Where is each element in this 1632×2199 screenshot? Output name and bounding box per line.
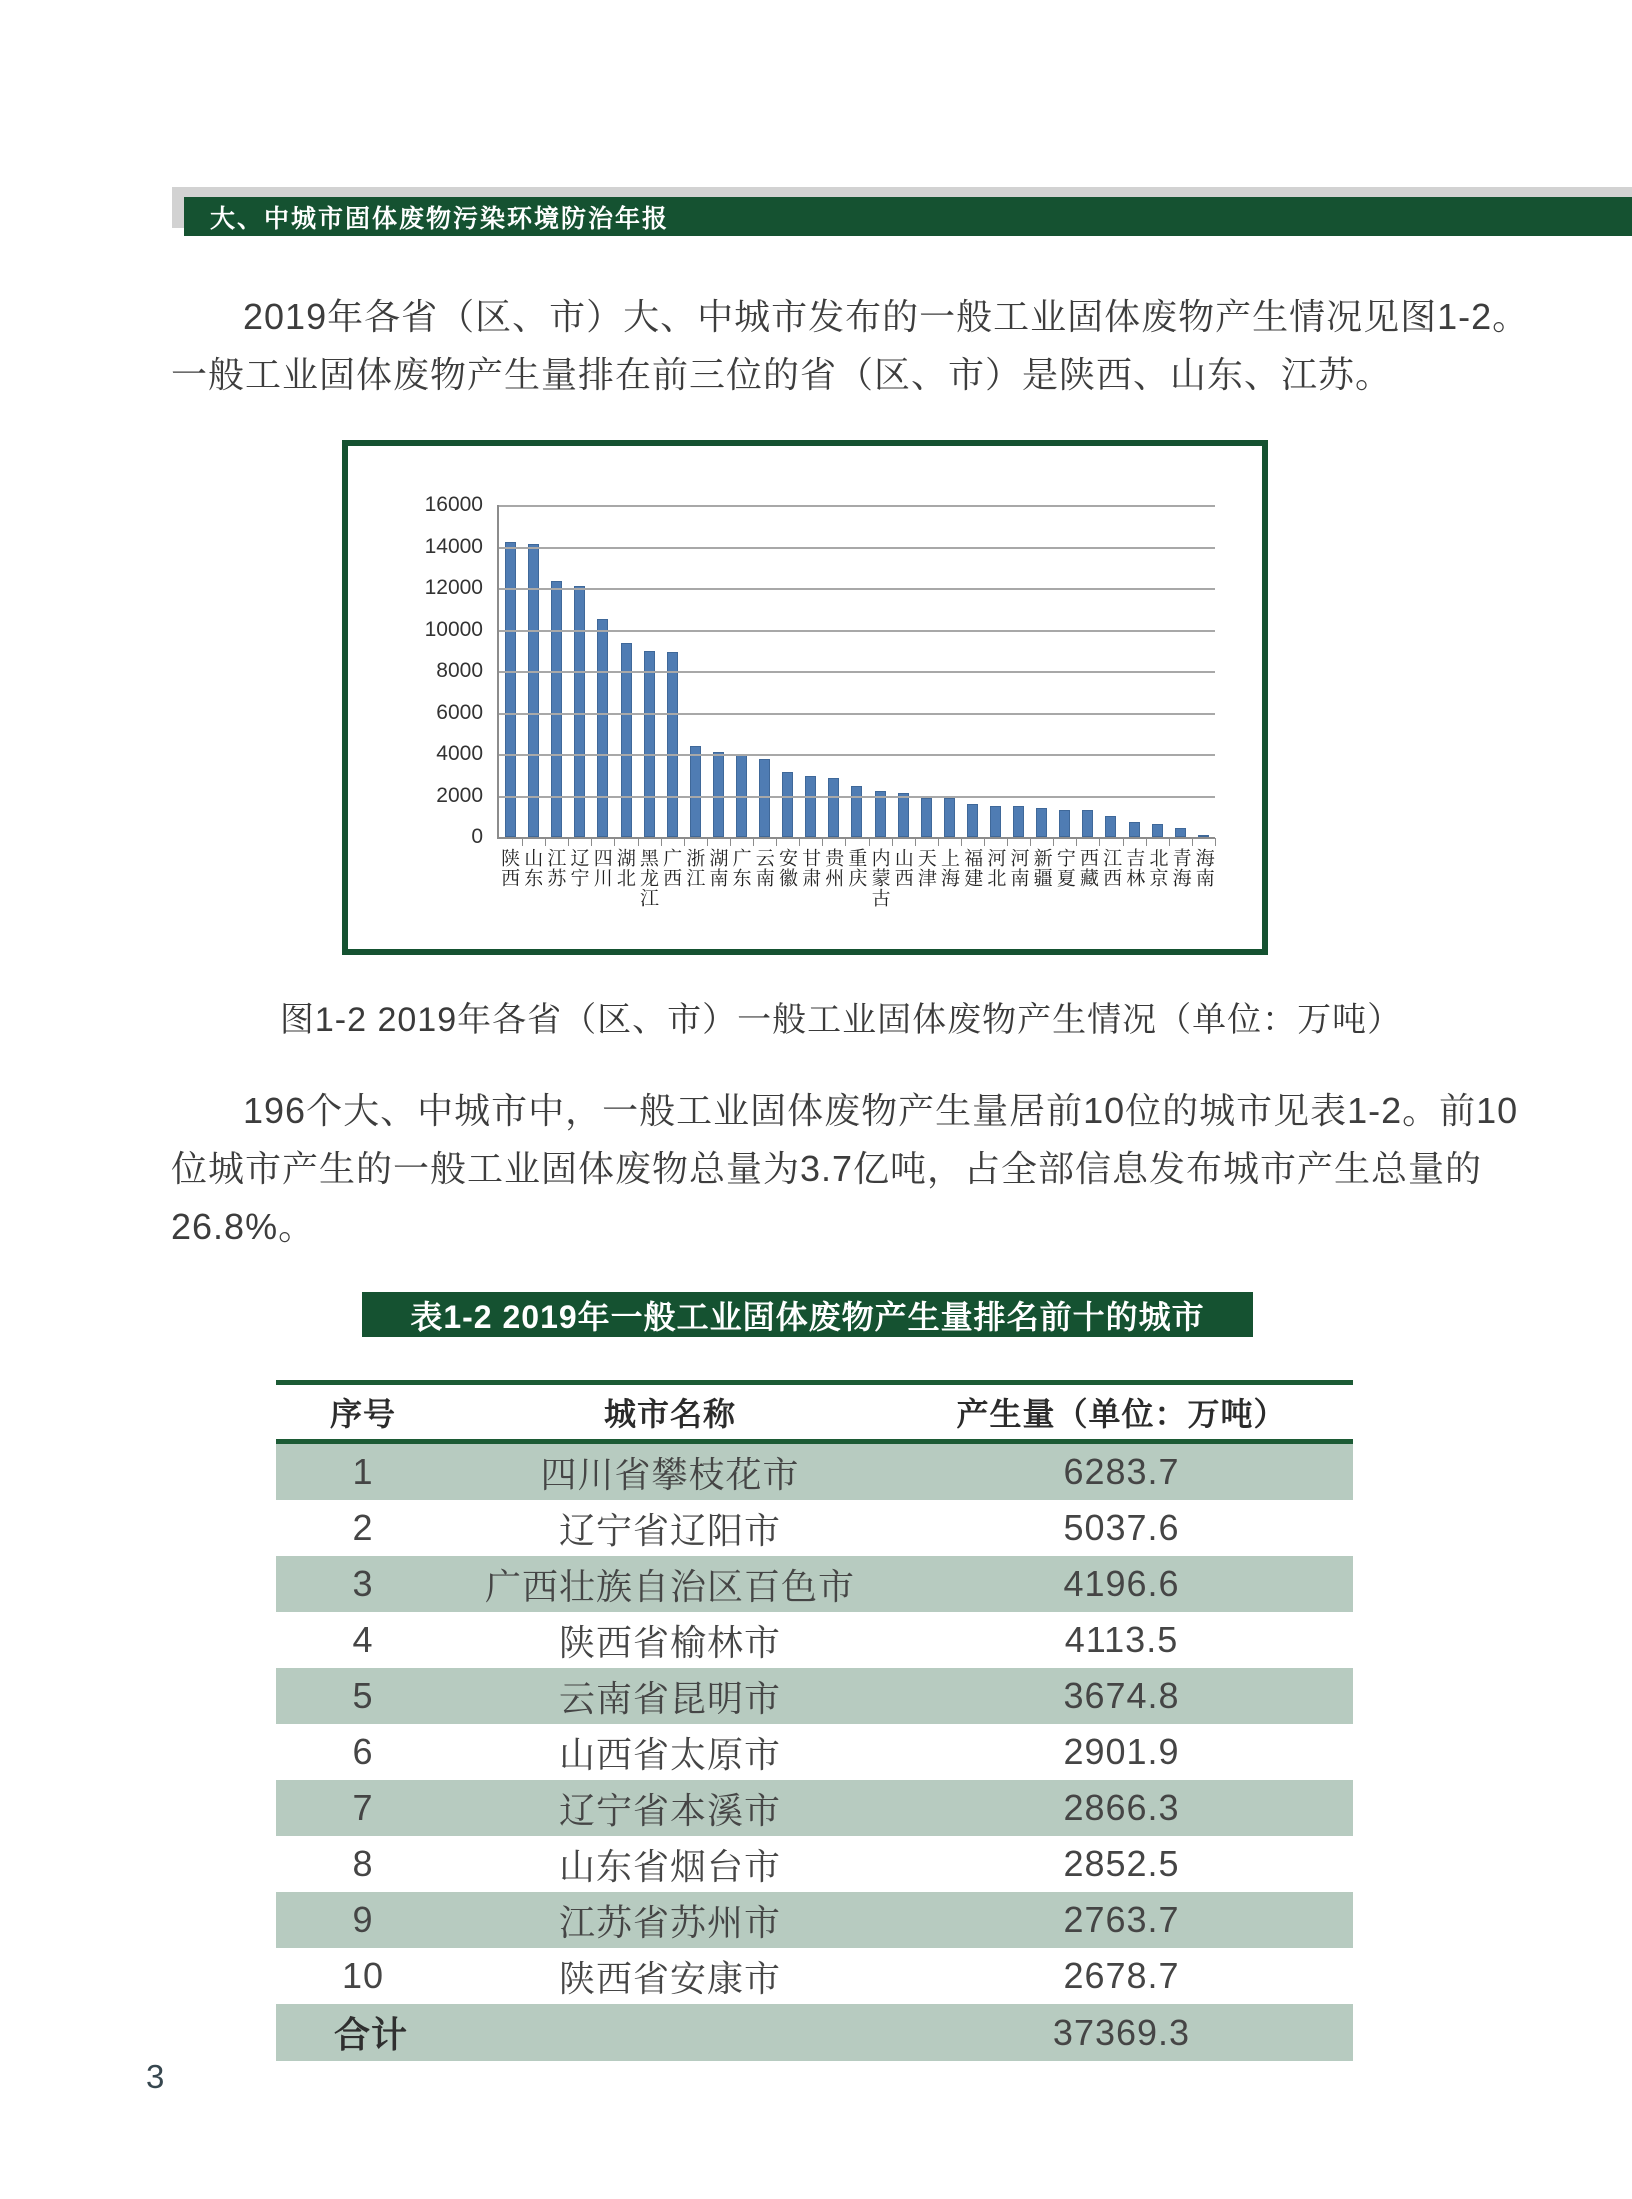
- value-cell: 2678.7: [1063, 1955, 1180, 1996]
- rank-cell: 1: [352, 1451, 374, 1492]
- x-axis-label: [543, 848, 566, 908]
- gridline: [499, 505, 1215, 507]
- bar-陕西: [505, 542, 516, 837]
- table-total-row: [276, 2004, 1353, 2061]
- x-axis-label-text: 江西: [1100, 848, 1122, 888]
- value-cell: 4196.6: [1063, 1563, 1180, 1604]
- city-table: [276, 1380, 1353, 2061]
- x-axis-label: [1006, 848, 1029, 908]
- x-axis-label-text: 浙江: [683, 848, 705, 888]
- bar-上海: [944, 798, 955, 837]
- bar-辽宁: [574, 586, 585, 837]
- city-cell: 辽宁省辽阳市: [558, 1509, 781, 1551]
- paragraph-intro: [171, 288, 1530, 404]
- total-label: 合计: [334, 2014, 409, 2055]
- x-axis-label-text: 四川: [590, 848, 612, 888]
- y-tick-label: 0: [471, 825, 483, 848]
- bar-天津: [921, 798, 932, 837]
- table-row: [276, 1612, 1353, 1668]
- x-axis-label-text: 内蒙古: [868, 848, 890, 908]
- x-axis-label-text: 湖南: [706, 848, 728, 888]
- city-cell: 云南省昆明市: [558, 1677, 781, 1719]
- bar-云南: [759, 759, 770, 837]
- x-axis-label: [682, 848, 705, 908]
- value-cell: 6283.7: [1063, 1451, 1180, 1492]
- x-axis-label-text: 青海: [1169, 848, 1191, 888]
- bar-四川: [597, 619, 608, 837]
- x-axis-label-text: 吉林: [1123, 848, 1145, 888]
- total-value: 37369.3: [1052, 2011, 1191, 2053]
- x-axis-label: [705, 848, 728, 908]
- x-axis-label-text: 海南: [1192, 848, 1214, 888]
- city-cell: 广西壮族自治区百色市: [484, 1565, 855, 1607]
- bar-黑龙江: [644, 651, 655, 837]
- x-axis-label: [775, 848, 798, 908]
- x-axis-label-text: 山西: [891, 848, 913, 888]
- x-axis-label-text: 天津: [914, 848, 936, 888]
- x-axis-label: [1076, 848, 1099, 908]
- value-cell: 4113.5: [1064, 1619, 1179, 1660]
- x-axis-label-text: 江苏: [544, 848, 566, 888]
- table-row: [276, 1444, 1353, 1500]
- city-cell: 江苏省苏州市: [558, 1901, 781, 1943]
- x-axis-label: [590, 848, 613, 908]
- chart-yticks: [348, 446, 483, 949]
- x-axis-label: [1053, 848, 1076, 908]
- bar-湖南: [713, 752, 724, 837]
- x-axis-label-text: 陕西: [498, 848, 520, 888]
- table-row: [276, 1948, 1353, 2004]
- gridline: [499, 671, 1215, 673]
- col-header-rank: 序号: [329, 1396, 396, 1432]
- table-row: [276, 1892, 1353, 1948]
- bar-浙江: [690, 746, 701, 837]
- city-cell: 陕西省榆林市: [558, 1621, 781, 1663]
- bar-安徽: [782, 772, 793, 837]
- bar-河南: [1013, 806, 1024, 837]
- x-axis-label-text: 新疆: [1030, 848, 1052, 888]
- bar-山西: [898, 793, 909, 837]
- x-axis-label: [497, 848, 520, 908]
- paragraph-line: 26.8%。: [171, 1206, 316, 1247]
- x-axis-label: [1030, 848, 1053, 908]
- table-row: [276, 1836, 1353, 1892]
- x-axis-label-text: 福建: [961, 848, 983, 888]
- bar-河北: [990, 806, 1001, 837]
- y-tick-label: 16000: [424, 493, 483, 516]
- x-axis-label: [659, 848, 682, 908]
- gridline: [499, 547, 1215, 549]
- table-row: [276, 1724, 1353, 1780]
- x-axis-label-text: 河南: [1007, 848, 1029, 888]
- x-axis-label-text: 安徽: [775, 848, 797, 888]
- x-axis-label: [821, 848, 844, 908]
- bar-广西: [667, 652, 678, 837]
- x-axis-label: [636, 848, 659, 908]
- city-cell: 山西省太原市: [558, 1733, 781, 1775]
- x-axis-label: [729, 848, 752, 908]
- y-tick-label: 4000: [436, 742, 483, 765]
- x-axis-label: [1192, 848, 1215, 908]
- rank-cell: 6: [352, 1731, 374, 1772]
- gridline: [499, 630, 1215, 632]
- bar-青海: [1175, 828, 1186, 837]
- bar-甘肃: [805, 776, 816, 837]
- x-axis-label-text: 重庆: [845, 848, 867, 888]
- rank-cell: 5: [352, 1675, 374, 1716]
- chart-plot: [497, 505, 1215, 839]
- x-axis-label: [983, 848, 1006, 908]
- bar-北京: [1152, 824, 1163, 837]
- x-axis-label-text: 黑龙江: [637, 848, 659, 908]
- bar-海南: [1198, 835, 1209, 837]
- x-axis-label: [960, 848, 983, 908]
- bar-福建: [967, 804, 978, 837]
- paragraph-line: 196个大、中城市中，一般工业固体废物产生量居前10位的城市见表1-2。前10: [243, 1090, 1519, 1131]
- x-axis-label: [1099, 848, 1122, 908]
- table-row: [276, 1500, 1353, 1556]
- paragraph-top10: [171, 1082, 1519, 1256]
- value-cell: 2852.5: [1063, 1843, 1180, 1884]
- table-row: [276, 1780, 1353, 1836]
- bar-贵州: [828, 778, 839, 837]
- x-axis-label-text: 河北: [984, 848, 1006, 888]
- table-1-2-banner: 表1-2 2019年一般工业固体废物产生量排名前十的城市: [362, 1292, 1253, 1337]
- page-header-bar: [184, 197, 1632, 236]
- rank-cell: 10: [341, 1955, 385, 1996]
- bar-宁夏: [1059, 810, 1070, 837]
- x-axis-label: [1169, 848, 1192, 908]
- table-row: [276, 1556, 1353, 1612]
- city-cell: 山东省烟台市: [558, 1845, 781, 1887]
- x-axis-label-text: 甘肃: [799, 848, 821, 888]
- x-axis-label-text: 山东: [521, 848, 543, 888]
- figure-1-2-chart: [342, 440, 1268, 955]
- bar-西藏: [1082, 810, 1093, 837]
- city-table-rows: [276, 1444, 1353, 2004]
- col-header-city: 城市名称: [603, 1396, 736, 1432]
- bar-吉林: [1129, 822, 1140, 837]
- city-cell: 辽宁省本溪市: [558, 1789, 781, 1831]
- col-header-value: 产生量（单位：万吨）: [956, 1396, 1287, 1432]
- rank-cell: 9: [352, 1899, 374, 1940]
- rank-cell: 4: [352, 1619, 374, 1660]
- x-axis-label: [1145, 848, 1168, 908]
- x-axis-label: [914, 848, 937, 908]
- rank-cell: 8: [352, 1843, 374, 1884]
- paragraph-line: 2019年各省（区、市）大、中城市发布的一般工业固体废物产生情况见图1-2。: [243, 296, 1530, 337]
- value-cell: 5037.6: [1063, 1507, 1180, 1548]
- chart-xlabels: [497, 848, 1215, 908]
- x-axis-label: [844, 848, 867, 908]
- paragraph-line: 位城市产生的一般工业固体废物总量为3.7亿吨，占全部信息发布城市产生总量的: [171, 1148, 1483, 1189]
- bar-新疆: [1036, 808, 1047, 837]
- y-tick-label: 6000: [436, 700, 483, 724]
- x-axis-label: [868, 848, 891, 908]
- x-axis-label-text: 上海: [938, 848, 960, 888]
- paragraph-line: 一般工业固体废物产生量排在前三位的省（区、市）是陕西、山东、江苏。: [171, 354, 1393, 395]
- x-axis-label-text: 西藏: [1076, 848, 1098, 888]
- value-cell: 2763.7: [1063, 1899, 1180, 1940]
- x-axis-label: [520, 848, 543, 908]
- x-axis-label: [891, 848, 914, 908]
- x-axis-label-text: 北京: [1146, 848, 1168, 888]
- y-tick-label: 10000: [424, 617, 483, 641]
- value-cell: 2901.9: [1063, 1731, 1180, 1772]
- bar-重庆: [851, 786, 862, 837]
- x-axis-label-text: 云南: [752, 848, 774, 888]
- rank-cell: 3: [352, 1563, 374, 1604]
- rank-cell: 7: [352, 1787, 374, 1828]
- x-axis-label: [1122, 848, 1145, 908]
- page-header-title: 大、中城市固体废物污染环境防治年报: [210, 204, 670, 233]
- x-axis-label: [937, 848, 960, 908]
- y-tick-label: 8000: [436, 659, 483, 682]
- x-axis-label-text: 辽宁: [567, 848, 589, 888]
- x-axis-label-text: 宁夏: [1053, 848, 1075, 888]
- gridline: [499, 713, 1215, 715]
- city-cell: 陕西省安康市: [558, 1957, 781, 1999]
- x-axis-label: [566, 848, 589, 908]
- x-axis-label-text: 广西: [660, 848, 682, 888]
- city-cell: 四川省攀枝花市: [540, 1453, 800, 1495]
- bar-江苏: [551, 581, 562, 837]
- x-axis-label-text: 贵州: [822, 848, 844, 888]
- bar-内蒙古: [875, 791, 886, 837]
- x-axis-label-text: 广东: [729, 848, 751, 888]
- rank-cell: 2: [352, 1507, 374, 1548]
- y-tick-label: 2000: [436, 783, 483, 807]
- chart-area: [348, 446, 1262, 949]
- page-number: 3: [146, 2058, 165, 2095]
- gridline: [499, 588, 1215, 590]
- table-header-row: [276, 1385, 1353, 1439]
- value-cell: 2866.3: [1063, 1787, 1180, 1828]
- y-tick-label: 12000: [424, 576, 483, 599]
- figure-caption: 图1-2 2019年各省（区、市）一般工业固体废物产生情况（单位：万吨）: [279, 1001, 1403, 1039]
- value-cell: 3674.8: [1063, 1675, 1180, 1716]
- x-axis-label: [798, 848, 821, 908]
- gridline: [499, 796, 1215, 798]
- bar-江西: [1105, 816, 1116, 837]
- table-row: [276, 1668, 1353, 1724]
- gridline: [499, 754, 1215, 756]
- x-axis-label: [752, 848, 775, 908]
- y-tick-label: 14000: [424, 534, 483, 558]
- x-axis-label: [613, 848, 636, 908]
- x-axis-label-text: 湖北: [613, 848, 635, 888]
